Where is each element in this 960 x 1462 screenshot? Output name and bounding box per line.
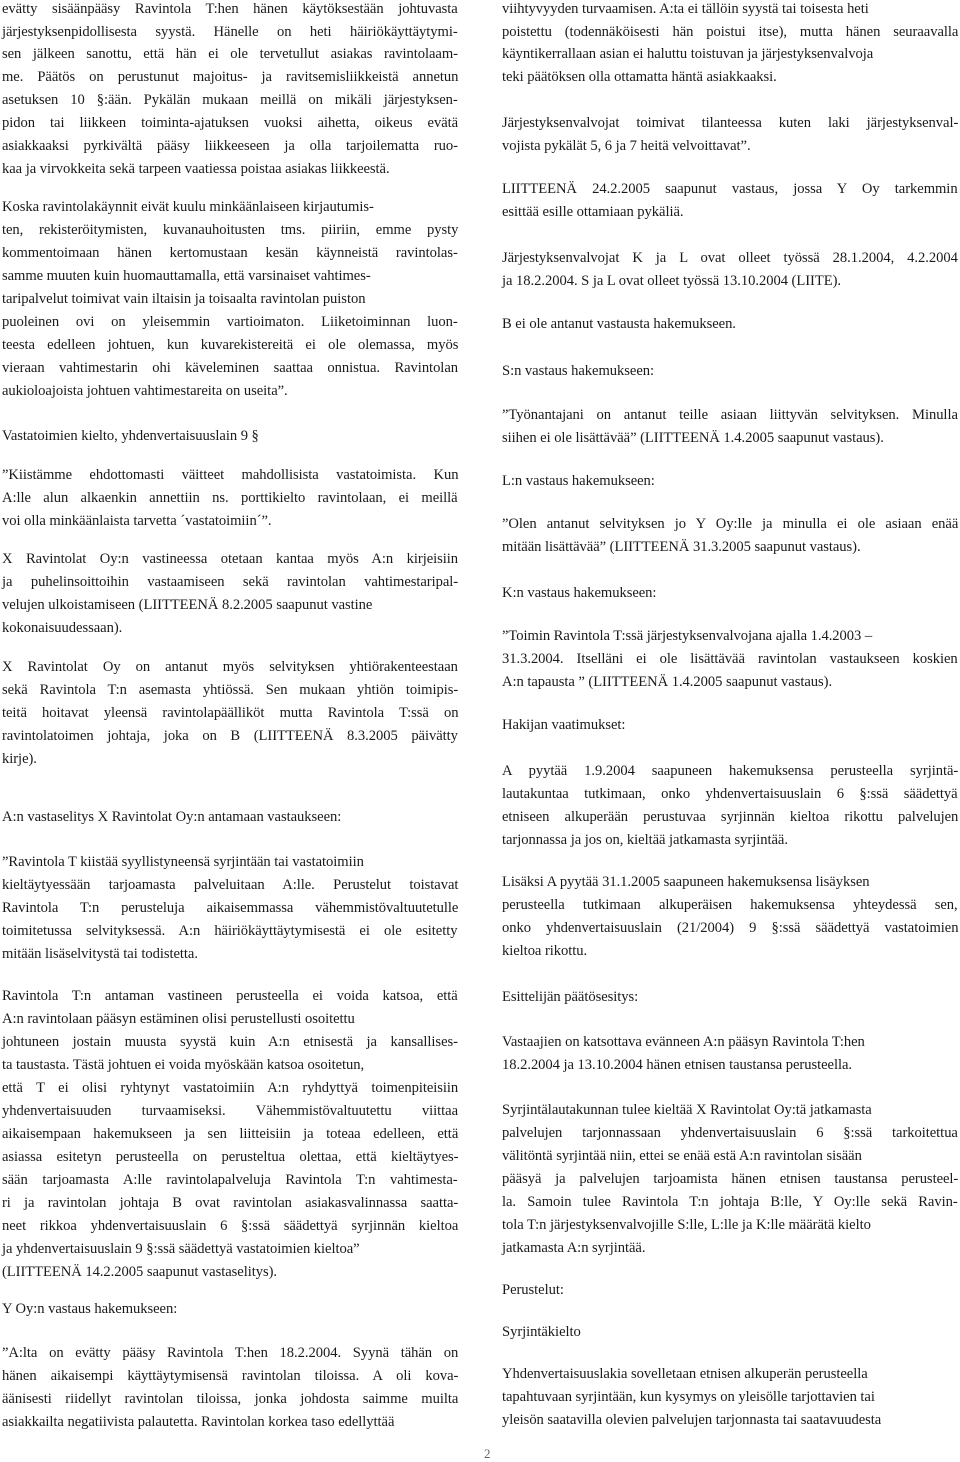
text-line: johtuneen jostain muusta syystä kuin A:n etnisestä ja kansallises- <box>2 1034 458 1050</box>
text-line: X Ravintolat Oy on antanut myös selvityksen yhtiörakenteestaan <box>2 659 458 675</box>
text-line: A pyytää 1.9.2004 saapuneen hakemuksensa perusteella syrjintä- <box>502 763 959 779</box>
text-line: tapahtuvaan syrjintään, kun kysymys on yleisölle tarjottavien tai <box>502 1389 875 1405</box>
text-line: Järjestyksenvalvojat toimivat tilanteessa kuten laki järjestyksenval- <box>502 115 959 131</box>
text-line: ”Työnantajani on antanut teille asiaan liittyvän selvityksen. Minulla <box>502 407 958 423</box>
text-line: yleisön saatavilla olevien palvelujen tarjonnasta tai saatavuudesta <box>502 1412 882 1428</box>
text-line: K:n vastaus hakemukseen: <box>502 585 657 601</box>
text-line: velujen ulkoistamiseen (LIITTEENÄ 8.2.2005 saapunut vastine <box>2 597 373 613</box>
text-line: sään tarjoamasta A:lle ravintolapalveluja Ravintola T:n vahtimesta- <box>2 1172 458 1188</box>
text-line: LIITTEENÄ 24.2.2005 saapunut vastaus, jossa Y Oy tarkemmin <box>502 181 958 197</box>
text-line: taripalvelut toimivat vain iltaisin ja toisaalta ravintolan puiston <box>2 291 366 307</box>
text-line: voi olla minkäänlaista tarvetta ´vastatoimiin´”. <box>2 513 272 529</box>
text-line: Vastaajien on katsottava evänneen A:n pääsyn Ravintola T:hen <box>502 1034 865 1050</box>
text-line: X Ravintolat Oy:n vastineessa otetaan kantaa myös A:n kirjeisiin <box>2 551 459 567</box>
text-line: lautakuntaa tutkimaan, onko yhdenvertaisuuslain 6 §:ssä säädettyä <box>502 786 958 802</box>
text-line: 31.3.2004. Itselläni ei ole lisättävää ravintolan vastaukseen koskien <box>502 651 958 667</box>
text-line: asetuksen 10 §:ään. Pykälän mukaan meillä on mikäli järjestyksen- <box>2 92 458 108</box>
text-line: Ravintola T:n antaman vastineen perusteella ei voida katsoa, että <box>2 988 458 1004</box>
text-line: ”Ravintola T kiistää syyllistyneensä syrjintään tai vastatoimiin <box>2 854 364 870</box>
text-line: ravintolatoimen johtaja, joka on B (LIITTEENÄ 8.3.2005 päivätty <box>2 728 458 744</box>
text-line: Perustelut: <box>502 1282 564 1298</box>
text-line: vieraan vahtimestarin ohi käveleminen saattaa onnistua. Ravintolan <box>2 360 458 376</box>
text-line: kieltäytyessään tarjoamasta palveluitaan A:lle. Perustelut toistavat <box>2 877 459 893</box>
text-line: palvelujen tarjonnassaan yhdenvertaisuuslain 6 §:ssä tarkoitettua <box>502 1125 958 1141</box>
text-line: L:n vastaus hakemukseen: <box>502 473 655 489</box>
text-line: kaa ja virvokkeita sekä tarpeen vaatiessa poistaa asiakas liikkeestä. <box>2 161 390 177</box>
text-line: äänisesti riidellyt ravintolan tiloissa, jonka johdosta saimme muilta <box>2 1391 459 1407</box>
text-line: Y Oy:n vastaus hakemukseen: <box>2 1301 178 1317</box>
text-line: Vastatoimien kielto, yhdenvertaisuuslain 9 § <box>2 428 259 444</box>
text-line: A:n ravintolaan pääsyn estäminen olisi perustellusti osoitettu <box>2 1011 355 1027</box>
text-line: 18.2.2004 ja 13.10.2004 hänen etnisen taustansa perusteella. <box>502 1057 853 1073</box>
text-line: samme muuten kuin huomauttamalla, että varsinaiset vahtimes- <box>2 268 371 284</box>
text-line: etniseen alkuperään perustuvaa syrjinnän kieltoa rikottu palvelujen <box>502 809 959 825</box>
text-line: Järjestyksenvalvojat K ja L ovat olleet työssä 28.1.2004, 4.2.2004 <box>502 250 958 266</box>
text-line: ”Olen antanut selvityksen jo Y Oy:lle ja minulla ei ole asiaan enää <box>502 516 959 532</box>
text-line: hänen aikaisempi käyttäytymisensä ravintolan tiloissa. A oli kova- <box>2 1368 459 1384</box>
text-line: S:n vastaus hakemukseen: <box>502 363 655 379</box>
text-line: mitään lisättävää” (LIITTEENÄ 31.3.2005 saapunut vastaus). <box>502 539 861 555</box>
text-line: kommentoimaan hänen kertomustaan kesän käynneistä ravintolas- <box>2 245 458 261</box>
text-line: ”A:lta on evätty pääsy Ravintola T:hen 18.2.2004. Syynä tähän on <box>2 1345 459 1361</box>
text-line: jatkamasta A:n syrjintää. <box>502 1240 646 1256</box>
text-line: järjestyksenpidollisesta syystä. Hänelle on heti häiriökäyttäytymi- <box>2 24 458 40</box>
text-line: ri ja ravintolan johtaja B ovat ravintolan asiakasvalinnassa saatta- <box>2 1195 459 1211</box>
text-line: poistettu (todennäköisesti hän poistui itse), mutta hänen seuraavalla <box>502 24 959 40</box>
text-line: A:lle alun alkaenkin annettiin ns. porttikielto ravintolaan, ei meillä <box>2 490 458 506</box>
text-line: kirje). <box>2 751 37 767</box>
text-line: teki päätöksen olla ottamatta häntä asiakkaaksi. <box>502 69 777 85</box>
text-line: ta taustasta. Tästä johtuen ei voida myöskään katsoa osoitetun, <box>2 1057 365 1073</box>
text-line: Syrjintäkielto <box>502 1324 581 1340</box>
text-line: asiassa esitetyn perusteella on perusteltua olettaa, että kieltäytyes- <box>2 1149 459 1165</box>
text-line: Hakijan vaatimukset: <box>502 717 626 733</box>
text-line: sen jälkeen sanottu, että hän ei ole tervetullut asiakas ravintolaam- <box>2 46 458 62</box>
text-line: kieltoa rikottu. <box>502 943 588 959</box>
text-line: teitä hoitavat yleensä ravintolapäälliköt mutta Ravintola T:ssä on <box>2 705 459 721</box>
text-line: Yhdenvertaisuuslakia sovelletaan etnisen alkuperän perusteella <box>502 1366 868 1382</box>
text-line: evätty sisäänpääsy Ravintola T:hen hänen käytöksestään johtuvasta <box>2 1 458 17</box>
text-line: ja yhdenvertaisuuslain 9 §:ssä säädettyä vastatoimien kieltoa” <box>2 1241 360 1257</box>
text-line: sekä Ravintola T:n asemasta yhtiössä. Sen mukaan yhtiön toimipis- <box>2 682 459 698</box>
text-line: ja puhelinsoittoihin vastaamiseen sekä ravintolan vahtimestaripal- <box>2 574 459 590</box>
text-line: kokonaisuudessaan). <box>2 620 123 636</box>
text-line: mitään lisäselvitystä tai todistetta. <box>2 946 198 962</box>
text-line: perusteella tutkimaan alkuperäisen hakemuksensa yhteydessä sen, <box>502 897 958 913</box>
text-line: ja 18.2.2004. S ja L ovat olleet työssä 13.10.2004 (LIITE). <box>502 273 841 289</box>
text-line: pääsyä ja palvelujen tarjoamista hänen etnisen taustansa perusteel- <box>502 1171 959 1187</box>
text-line: käyntikerrallaan asian ei haluttu toistuvan ja järjestyksenvalvoja <box>502 46 874 62</box>
text-line: Ravintola T:n perusteluja aikaisemmassa vähemmistövaltuutetulle <box>2 900 459 916</box>
text-line: Syrjintälautakunnan tulee kieltää X Ravintolat Oy:tä jatkamasta <box>502 1102 872 1118</box>
text-line: teesta edelleen johtuen, kun kuvarekistereitä ei ole olemassa, myös <box>2 337 459 353</box>
text-line: aikaisempaan hakemukseen ja sen liitteisiin ja toteaa edelleen, että <box>2 1126 459 1142</box>
text-line: Esittelijän päätösesitys: <box>502 989 639 1005</box>
text-line: la. Samoin tulee Ravintola T:n johtaja B:lle, Y Oy:lle sekä Ravin- <box>502 1194 958 1210</box>
text-line: B ei ole antanut vastausta hakemukseen. <box>502 316 736 332</box>
text-line: Lisäksi A pyytää 31.1.2005 saapuneen hakemuksensa lisäyksen <box>502 874 870 890</box>
text-line: viihtyvyyden turvaamisen. A:ta ei tällöin syystä tai toisesta heti <box>502 1 869 17</box>
text-line: välitöntä syrjintää niin, ettei se enää estä A:n ravintolan sisään <box>502 1148 862 1164</box>
text-line: vojista pykälät 5, 6 ja 7 heitä velvoittavat”. <box>502 138 751 154</box>
text-line: ten, rekisteröitymisten, kuvanauhoitusten tms. piiriin, emme pysty <box>2 222 459 238</box>
text-line: esittää esille ottamiaan pykäliä. <box>502 204 684 220</box>
page-number: 2 <box>484 1446 491 1461</box>
text-line: tarjonnassa ja jos on, kieltää jatkamasta syrjintää. <box>502 832 788 848</box>
text-line: neet rikkoa yhdenvertaisuuslain 6 §:ssä säädettyä syrjinnän kieltoa <box>2 1218 459 1234</box>
text-line: A:n tapausta ” (LIITTEENÄ 1.4.2005 saapunut vastaus). <box>502 674 833 690</box>
text-line: tola T:n järjestyksenvalvojille S:lle, L:lle ja K:lle määrätä kielto <box>502 1217 871 1233</box>
text-line: onko yhdenvertaisuuslain (21/2004) 9 §:ssä säädettyä vastatoimien <box>502 920 959 936</box>
text-line: pidon tai liikkeen toiminta-ajatuksen vuoksi aihetta, oikeus evätä <box>2 115 459 131</box>
text-line: (LIITTEENÄ 14.2.2005 saapunut vastaselitys). <box>2 1264 278 1280</box>
text-line: että T ei olisi ryhtynyt vastatoimiin A:n ryhdyttyä toimenpiteisiin <box>2 1080 459 1096</box>
text-line: siihen ei ole lisättävää” (LIITTEENÄ 1.4.2005 saapunut vastaus). <box>502 430 884 446</box>
text-line: A:n vastaselitys X Ravintolat Oy:n antamaan vastaukseen: <box>2 809 342 825</box>
text-line: Koska ravintolakäynnit eivät kuulu minkäänlaiseen kirjautumis- <box>2 199 374 215</box>
text-line: ”Kiistämme ehdottomasti väitteet mahdollisista vastatoimista. Kun <box>2 467 459 483</box>
text-line: toimitetussa selvityksessä. A:n häiriökäyttäytymisestä ei ole esitetty <box>2 923 458 939</box>
text-line: asiakkailta negatiivista palautetta. Ravintolan korkea taso edellyttää <box>2 1414 395 1430</box>
text-line: puoleinen ovi on yleisemmin vartioimaton. Liiketoiminnan luon- <box>2 314 458 330</box>
text-line: me. Päätös on perustunut majoitus- ja ravitsemisliikkeistä annetun <box>2 69 459 85</box>
text-line: ”Toimin Ravintola T:ssä järjestyksenvalvojana ajalla 1.4.2003 – <box>502 628 873 644</box>
text-line: aukioloajoista johtuen vahtimestareita on useita”. <box>2 383 288 399</box>
text-line: asiakkaaksi pyrkivältä pääsy liikkeeseen ja olla tarjoilematta ruo- <box>2 138 458 154</box>
text-line: yhdenvertaisuuden turvaamiseksi. Vähemmistövaltuutettu viittaa <box>2 1103 458 1119</box>
